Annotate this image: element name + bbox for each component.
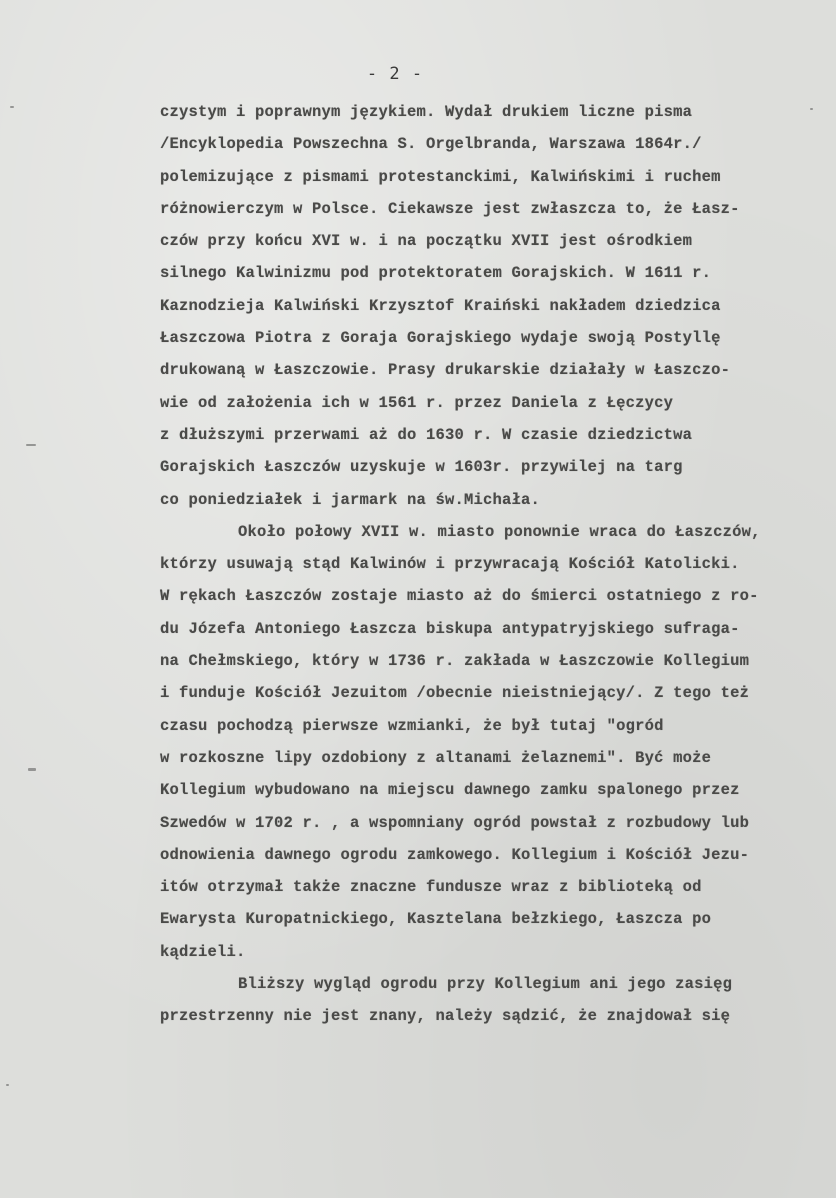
text-line: silnego Kalwinizmu pod protektoratem Gorajskich. W 1611 r. xyxy=(160,264,712,283)
text-line: co poniedziałek i jarmark na św.Michała. xyxy=(160,490,541,509)
text-line: odnowienia dawnego ogrodu zamkowego. Kollegium i Kościół Jezu- xyxy=(160,845,750,864)
text-line: przestrzenny nie jest znany, należy sądzić, że znajdował się xyxy=(160,1007,731,1026)
page-number: - 2 - xyxy=(366,64,424,84)
text-line: i funduje Kościół Jezuitom /obecnie nieistniejący/. Z tego też xyxy=(160,684,750,703)
text-line: czów przy końcu XVI w. i na początku XVII jest ośrodkiem xyxy=(160,232,693,251)
scan-speck xyxy=(28,768,36,771)
scan-speck xyxy=(6,1084,9,1086)
text-line: /Encyklopedia Powszechna S. Orgelbranda, Warszawa 1864r./ xyxy=(160,135,702,154)
text-line: du Józefa Antoniego Łaszcza biskupa antypatryjskiego sufraga- xyxy=(160,619,740,638)
text-line: drukowaną w Łaszczowie. Prasy drukarskie działały w Łaszczo- xyxy=(160,361,731,380)
text-line: na Chełmskiego, który w 1736 r. zakłada w Łaszczowie Kollegium xyxy=(160,652,750,671)
body-text xyxy=(160,96,800,1033)
text-line: w rozkoszne lipy ozdobiony z altanami żelaznemi". Być może xyxy=(160,748,712,767)
text-line: W rękach Łaszczów zostaje miasto aż do śmierci ostatniego z ro- xyxy=(160,587,759,606)
text-line: Gorajskich Łaszczów uzyskuje w 1603r. przywilej na targ xyxy=(160,458,683,477)
scan-speck xyxy=(10,106,14,108)
text-line: z dłuższymi przerwami aż do 1630 r. W czasie dziedzictwa xyxy=(160,425,693,444)
text-line: którzy usuwają stąd Kalwinów i przywracają Kościół Katolicki. xyxy=(160,555,740,574)
text-line: Szwedów w 1702 r. , a wspomniany ogród powstał z rozbudowy lub xyxy=(160,813,750,832)
text-line: polemizujące z pismami protestanckimi, Kalwińskimi i ruchem xyxy=(160,167,721,186)
text-line: czystym i poprawnym językiem. Wydał drukiem liczne pisma xyxy=(160,103,693,121)
text-line: Około połowy XVII w. miasto ponownie wraca do Łaszczów, xyxy=(238,522,761,541)
text-line: różnowierczym w Polsce. Ciekawsze jest zwłaszcza to, że Łasz- xyxy=(160,199,740,218)
text-line: czasu pochodzą pierwsze wzmianki, że był tutaj "ogród xyxy=(160,716,664,735)
text-line: itów otrzymał także znaczne fundusze wraz z biblioteką od xyxy=(160,878,702,897)
text-line: Kollegium wybudowano na miejscu dawnego zamku spalonego przez xyxy=(160,781,740,800)
scan-speck xyxy=(26,444,36,446)
text-line: Łaszczowa Piotra z Goraja Gorajskiego wydaje swoją Postyllę xyxy=(160,329,721,348)
text-line: Bliższy wygląd ogrodu przy Kollegium ani jego zasięg xyxy=(238,975,733,994)
scan-speck xyxy=(810,108,813,110)
text-line: kądzieli. xyxy=(160,942,246,961)
text-line: Ewarysta Kuropatnickiego, Kasztelana bełzkiego, Łaszcza po xyxy=(160,910,712,929)
text-line: wie od założenia ich w 1561 r. przez Daniela z Łęczycy xyxy=(160,393,674,412)
text-line: Kaznodzieja Kalwiński Krzysztof Kraiński nakładem dziedzica xyxy=(160,296,721,315)
